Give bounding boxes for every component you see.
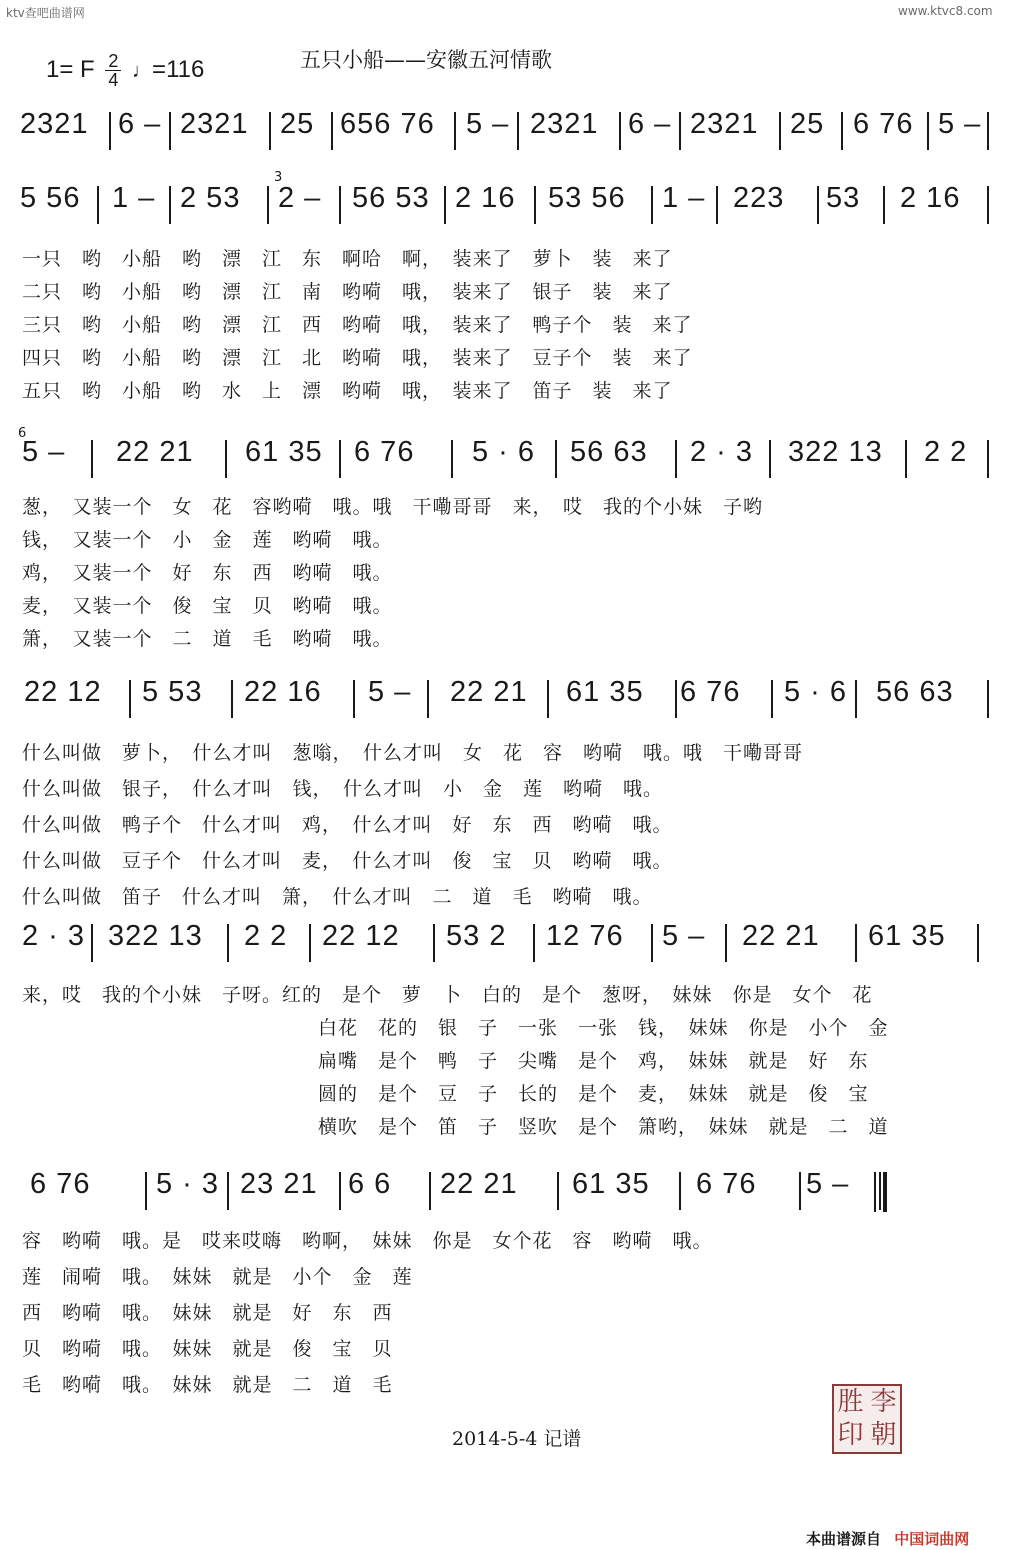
measure-notes: 2 – bbox=[278, 182, 322, 214]
time-top: 2 bbox=[108, 51, 119, 71]
measure-notes: 22 21 bbox=[116, 436, 194, 468]
measure-notes: 5 – bbox=[466, 108, 510, 140]
measure-notes: 23 21 bbox=[240, 1168, 318, 1200]
measure-notes: 2321 bbox=[690, 108, 759, 140]
measure-notes: 2 53 bbox=[180, 182, 241, 214]
measure-notes: 5 – bbox=[22, 436, 66, 468]
measure-notes: 5 – bbox=[368, 676, 412, 708]
measure-notes: 5 · 3 bbox=[156, 1168, 220, 1200]
measure-notes: 2 2 bbox=[244, 920, 288, 952]
lyric-line: 二只 哟 小船 哟 漂 江 南 哟嗬 哦， 装来了 银子 装 来了 bbox=[22, 281, 673, 303]
lyric-line: 圆的 是个 豆 子 长的 是个 麦， 妹妹 就是 俊 宝 bbox=[318, 1083, 869, 1105]
measure-notes: 6 76 bbox=[696, 1168, 757, 1200]
footer-site[interactable]: 中国词曲网 bbox=[894, 1530, 970, 1548]
lyric-line: 来，哎 我的个小妹 子呀。红的 是个 萝 卜 白的 是个 葱呀， 妹妹 你是 女个 花 bbox=[22, 984, 873, 1006]
measure-notes: 22 12 bbox=[322, 920, 400, 952]
measure-notes: 5 · 6 bbox=[784, 676, 848, 708]
seal-stamp bbox=[832, 1384, 902, 1454]
lyric-line: 毛 哟嗬 哦。 妹妹 就是 二 道 毛 bbox=[22, 1374, 393, 1396]
octave-mark: 6 bbox=[18, 426, 27, 441]
measure-notes: 2 2 bbox=[924, 436, 968, 468]
seal-char-3: 印 bbox=[837, 1420, 864, 1450]
measure-notes: 6 76 bbox=[680, 676, 741, 708]
measure-notes: 322 13 bbox=[108, 920, 203, 952]
key-label: 1= F bbox=[46, 55, 95, 83]
measure-notes: 2 16 bbox=[900, 182, 961, 214]
measure-notes: 6 – bbox=[628, 108, 672, 140]
measure-notes: 322 13 bbox=[788, 436, 883, 468]
measure-notes: 6 6 bbox=[348, 1168, 392, 1200]
quarter-note-icon: ♩ bbox=[132, 59, 153, 82]
lyric-line: 五只 哟 小船 哟 水 上 漂 哟嗬 哦， 装来了 笛子 装 来了 bbox=[22, 380, 673, 402]
measure-notes: 56 63 bbox=[876, 676, 954, 708]
measure-notes: 22 21 bbox=[440, 1168, 518, 1200]
notation-date: 2014-5-4 记谱 bbox=[452, 1428, 582, 1450]
lyric-line: 什么叫做 笛子 什么才叫 箫， 什么才叫 二 道 毛 哟嗬 哦。 bbox=[22, 886, 653, 908]
measure-notes: 656 76 bbox=[340, 108, 435, 140]
measure-notes: 22 21 bbox=[450, 676, 528, 708]
measure-notes: 5 – bbox=[662, 920, 706, 952]
measure-notes: 22 21 bbox=[742, 920, 820, 952]
measure-notes: 22 12 bbox=[24, 676, 102, 708]
measure-notes: 61 35 bbox=[572, 1168, 650, 1200]
measure-notes: 5 – bbox=[806, 1168, 850, 1200]
measure-notes: 6 – bbox=[118, 108, 162, 140]
song-title: 五只小船——安徽五河情歌 bbox=[300, 48, 552, 72]
lyric-line: 什么叫做 豆子个 什么才叫 麦， 什么才叫 俊 宝 贝 哟嗬 哦。 bbox=[22, 850, 673, 872]
lyric-line: 钱， 又装一个 小 金 莲 哟嗬 哦。 bbox=[22, 529, 393, 551]
measure-notes: 25 bbox=[280, 108, 315, 140]
lyric-line: 葱， 又装一个 女 花 容哟嗬 哦。哦 干嘞哥哥 来， 哎 我的个小妹 子哟 bbox=[22, 496, 764, 518]
lyric-line: 西 哟嗬 哦。 妹妹 就是 好 东 西 bbox=[22, 1302, 393, 1324]
seal-char-2: 李 bbox=[870, 1387, 897, 1417]
measure-notes: 12 76 bbox=[546, 920, 624, 952]
measure-notes: 53 56 bbox=[548, 182, 626, 214]
measure-notes: 5 – bbox=[938, 108, 982, 140]
tempo: =116 bbox=[152, 55, 205, 83]
measure-notes: 6 76 bbox=[354, 436, 415, 468]
measure-notes: 56 63 bbox=[570, 436, 648, 468]
measure-notes: 5 56 bbox=[20, 182, 81, 214]
lyric-line: 什么叫做 银子， 什么才叫 钱， 什么才叫 小 金 莲 哟嗬 哦。 bbox=[22, 778, 664, 800]
measure-notes: 61 35 bbox=[566, 676, 644, 708]
lyric-line: 贝 哟嗬 哦。 妹妹 就是 俊 宝 贝 bbox=[22, 1338, 393, 1360]
lyric-line: 横吹 是个 笛 子 竖吹 是个 箫哟， 妹妹 就是 二 道 bbox=[318, 1116, 889, 1138]
lyric-line: 什么叫做 鸭子个 什么才叫 鸡， 什么才叫 好 东 西 哟嗬 哦。 bbox=[22, 814, 673, 836]
seal-char-4: 朝 bbox=[870, 1420, 897, 1450]
measure-notes: 6 76 bbox=[30, 1168, 91, 1200]
measure-notes: 223 bbox=[733, 182, 785, 214]
time-bottom: 4 bbox=[108, 70, 119, 90]
measure-notes: 2321 bbox=[530, 108, 599, 140]
measure-notes: 61 35 bbox=[868, 920, 946, 952]
triplet-mark: 3 bbox=[274, 170, 283, 185]
measure-notes: 61 35 bbox=[245, 436, 323, 468]
lyric-line: 扁嘴 是个 鸭 子 尖嘴 是个 鸡， 妹妹 就是 好 东 bbox=[318, 1050, 869, 1072]
footer-prefix: 本曲谱源自 bbox=[806, 1530, 882, 1548]
measure-notes: 2 · 3 bbox=[22, 920, 86, 952]
watermark-right: www.ktvc8.com bbox=[898, 4, 993, 18]
measure-notes: 6 76 bbox=[853, 108, 914, 140]
measure-notes: 53 bbox=[826, 182, 861, 214]
lyric-line: 四只 哟 小船 哟 漂 江 北 哟嗬 哦， 装来了 豆子个 装 来了 bbox=[22, 347, 693, 369]
lyric-line: 鸡， 又装一个 好 东 西 哟嗬 哦。 bbox=[22, 562, 393, 584]
measure-notes: 5 · 6 bbox=[472, 436, 536, 468]
footer-source bbox=[806, 1528, 969, 1549]
lyric-line: 三只 哟 小船 哟 漂 江 西 哟嗬 哦， 装来了 鸭子个 装 来了 bbox=[22, 314, 693, 336]
measure-notes: 25 bbox=[790, 108, 825, 140]
measure-notes: 53 2 bbox=[446, 920, 507, 952]
lyric-line: 一只 哟 小船 哟 漂 江 东 啊哈 啊， 装来了 萝卜 装 来了 bbox=[22, 248, 673, 270]
measure-notes: 2 16 bbox=[455, 182, 516, 214]
measure-notes: 5 53 bbox=[142, 676, 203, 708]
measure-notes: 22 16 bbox=[244, 676, 322, 708]
seal-char-1: 胜 bbox=[837, 1387, 864, 1417]
watermark-left: ktv查吧曲谱网 bbox=[6, 6, 85, 20]
lyric-line: 箫， 又装一个 二 道 毛 哟嗬 哦。 bbox=[22, 628, 393, 650]
lyric-line: 什么叫做 萝卜， 什么才叫 葱嗡， 什么才叫 女 花 容 哟嗬 哦。哦 干嘞哥哥 bbox=[22, 742, 804, 764]
lyric-line: 麦， 又装一个 俊 宝 贝 哟嗬 哦。 bbox=[22, 595, 393, 617]
measure-notes: 56 53 bbox=[352, 182, 430, 214]
measure-notes: 2321 bbox=[180, 108, 249, 140]
measure-notes: 1 – bbox=[662, 182, 706, 214]
lyric-line: 白花 花的 银 子 一张 一张 钱， 妹妹 你是 小个 金 bbox=[318, 1017, 889, 1039]
lyric-line: 莲 闹嗬 哦。 妹妹 就是 小个 金 莲 bbox=[22, 1266, 413, 1288]
measure-notes: 2321 bbox=[20, 108, 89, 140]
lyric-line: 容 哟嗬 哦。是 哎来哎嗨 哟啊， 妹妹 你是 女个花 容 哟嗬 哦。 bbox=[22, 1230, 713, 1252]
measure-notes: 1 – bbox=[112, 182, 156, 214]
measure-notes: 2 · 3 bbox=[690, 436, 754, 468]
